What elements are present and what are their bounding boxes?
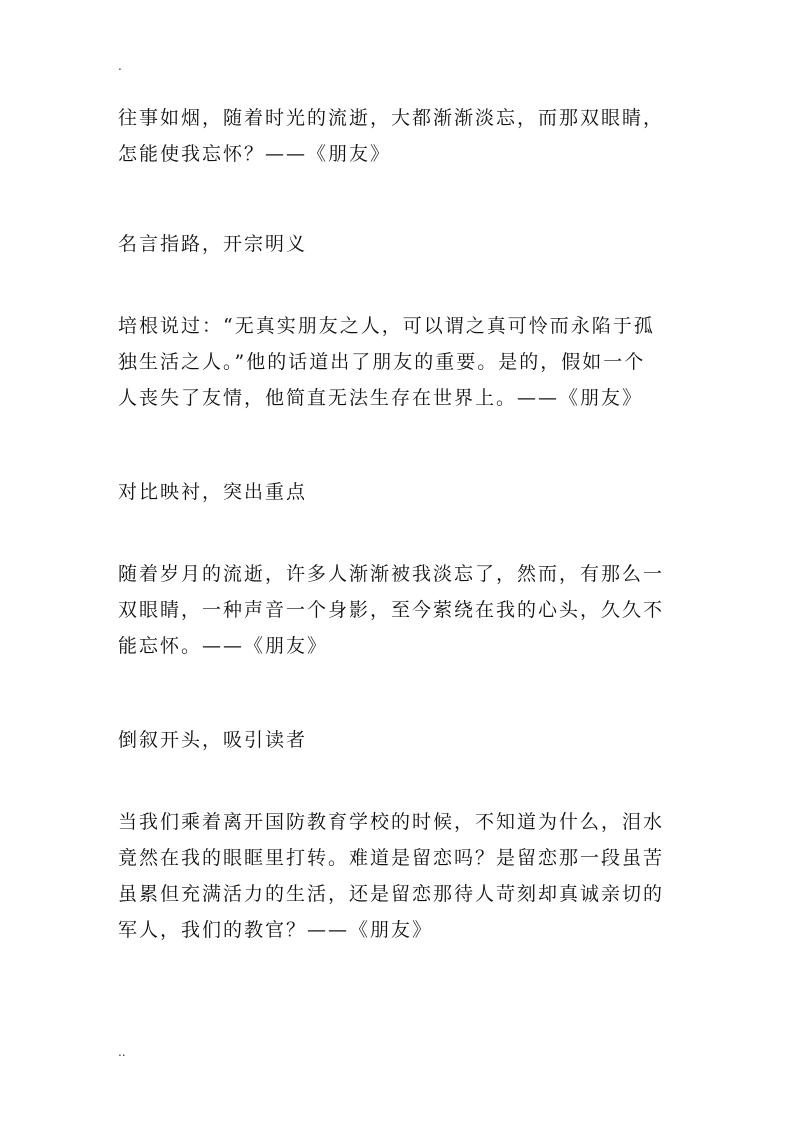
heading-3-line: 倒叙开头，吸引读者 (118, 729, 308, 751)
paragraph-1 (118, 100, 678, 172)
paragraph-1-line-2: 怎能使我忘怀？——《朋友》 (118, 143, 392, 165)
paragraph-2-line-2: 独生活之人。”他的话道出了朋友的重要。是的，假如一个 (118, 351, 646, 373)
heading-2-line: 对比映衬，突出重点 (118, 481, 308, 503)
paragraph-3-line-1: 随着岁月的流逝，许多人渐渐被我淡忘了，然而，有那么一 (118, 563, 665, 585)
paragraph-3 (118, 556, 678, 664)
section-heading-3 (118, 722, 678, 758)
paragraph-3-line-3: 能忘怀。——《朋友》 (118, 635, 329, 657)
paragraph-2-line-3: 人丧失了友情，他简直无法生存在世界上。——《朋友》 (118, 387, 644, 409)
paragraph-4-line-4: 军人，我们的教官？——《朋友》 (118, 919, 434, 941)
section-heading-1 (118, 226, 678, 262)
paragraph-4-line-1: 当我们乘着离开国防教育学校的时候，不知道为什么，泪水 (118, 811, 665, 833)
heading-1-line: 名言指路，开宗明义 (118, 233, 308, 255)
paragraph-3-line-2: 双眼睛，一种声音一个身影，至今萦绕在我的心头，久久不 (118, 599, 665, 621)
bottom-mark: .. (118, 1045, 126, 1059)
paragraph-4 (118, 804, 678, 948)
paragraph-2 (118, 308, 678, 416)
top-mark: . (118, 59, 122, 73)
section-heading-2 (118, 474, 678, 510)
paragraph-4-line-2: 竟然在我的眼眶里打转。难道是留恋吗？是留恋那一段虽苦 (118, 847, 665, 869)
paragraph-4-line-3: 虽累但充满活力的生活，还是留恋那待人苛刻却真诚亲切的 (118, 883, 665, 905)
paragraph-1-line-1: 往事如烟，随着时光的流逝，大都渐渐淡忘，而那双眼睛， (118, 107, 665, 129)
paragraph-2-line-1: 培根说过：“无真实朋友之人，可以谓之真可怜而永陷于孤 (118, 315, 655, 337)
